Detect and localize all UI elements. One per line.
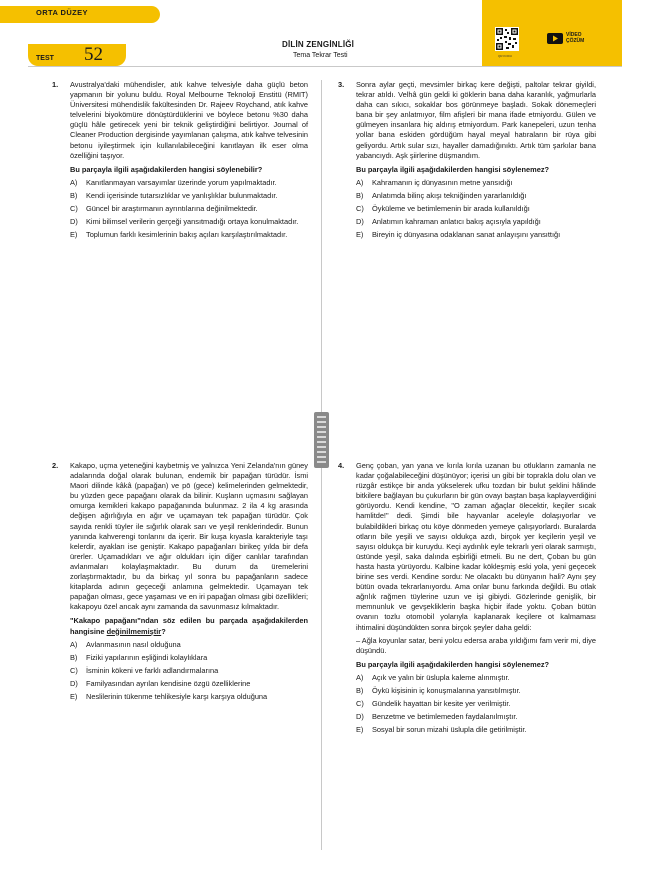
option-c[interactable] bbox=[356, 699, 596, 709]
option-text: Benzetme ve betimlemeden faydalanılmıştır. bbox=[372, 712, 518, 722]
option-letter: D) bbox=[356, 217, 364, 227]
option-text: Gündelik hayattan bir kesite yer verilmiştir. bbox=[372, 699, 511, 709]
option-d[interactable] bbox=[70, 679, 308, 689]
option-d[interactable] bbox=[356, 712, 596, 722]
stem-end: ? bbox=[161, 626, 166, 636]
option-letter: D) bbox=[70, 217, 78, 227]
option-letter: E) bbox=[356, 230, 364, 240]
question-number: 4. bbox=[338, 461, 345, 470]
option-d[interactable] bbox=[70, 217, 308, 227]
stem-underlined: değinilmemiştir bbox=[106, 626, 162, 636]
question-stem: Bu parçayla ilgili aşağıdakilerden hangisi söylenebilir? bbox=[70, 164, 263, 174]
stem-text: "Kakapo papağanı"ndan söz edilen bu parçada aşağıdakilerden hangisine bbox=[70, 616, 308, 636]
option-letter: D) bbox=[356, 712, 364, 722]
qr-caption: QR KODU bbox=[498, 54, 513, 58]
question-number: 3. bbox=[338, 80, 345, 89]
option-c[interactable] bbox=[70, 666, 308, 676]
header-rule bbox=[28, 66, 622, 67]
option-e[interactable] bbox=[70, 230, 308, 240]
option-text: Öykü kişisinin iç konuşmalarına yansıtılmıştır. bbox=[372, 685, 521, 695]
option-text: Öyküleme ve betimlemenin bir arada kullanıldığı bbox=[372, 204, 530, 214]
page-header bbox=[0, 0, 652, 70]
option-letter: B) bbox=[356, 190, 364, 200]
option-letter: E) bbox=[70, 230, 78, 240]
side-watermark-lines bbox=[317, 416, 326, 464]
question-stem: Bu parçayla ilgili aşağıdakilerden hangisi söylenemez? bbox=[356, 164, 550, 174]
option-e[interactable] bbox=[70, 692, 308, 702]
option-e[interactable] bbox=[356, 230, 596, 240]
option-e[interactable] bbox=[356, 725, 596, 735]
option-letter: A) bbox=[70, 177, 78, 187]
option-text: Familyasından ayrılan kendisine özgü özelliklerine bbox=[86, 678, 251, 688]
option-letter: B) bbox=[356, 685, 364, 695]
option-d[interactable] bbox=[356, 217, 596, 227]
option-text: Kendi içerisinde tutarsızlıklar ve yanlışlıklar bulunmaktadır. bbox=[86, 190, 278, 200]
qr-code-icon[interactable] bbox=[495, 27, 519, 51]
option-c[interactable] bbox=[356, 204, 596, 214]
option-letter: E) bbox=[70, 691, 78, 701]
option-letter: B) bbox=[70, 190, 78, 200]
video-solution-label[interactable] bbox=[566, 32, 584, 44]
option-text: Anlatımın kahraman anlatıcı bakış açısıyla yapıldığı bbox=[372, 217, 541, 227]
option-text: Açık ve yalın bir üslupla kaleme alınmıştır. bbox=[372, 672, 510, 682]
option-text: Sosyal bir sorun mizahi üslupla dile getirilmiştir. bbox=[372, 725, 527, 735]
question-paragraph: Genç çoban, yan yana ve kırıla kırıla uzanan bu otlukların zamanla ne kadar çoğalabileceğini düşünüyor; içerisi un gibi bir toprakla dolu olan ve rüzgâr estikçe bir anda yükselerek ufku tozdan bir bulut şeklini hâlinde bitkilere bağlayan bu çukurların bir gün ovayı baştan başa kaplayverdiğini görüyordu. Kendi kendine, "O zaman ağaçlar ölecektir, keçiler sıcak hamlitde!" dedi. Şimdi bile hayvanlar aceleyle dolaşıyorlar ve bulabildikleri birkaç otu köye dönmeden yemeye çalışıyorlardı. Buralarda otların bile yeşili ve sayısı oldukça azdı, birçok yer keçilerin yeşil ve sayısı oldukça bir kuruydu. Keçi aydınlık eyle tekrarlı yeri olarak sarmıştı, üstünde yeşil, saka dalında eşbirliği etmeli. Bu ne dert, Çoban bu gün hasta hasta yürüyordu. Kalbine kadar kökleşmiş eski yola, yeni geçecek birine ses verdi. Kendine sordu: Ne olacaktı bu dünyanın hali? Aynı şey bütün ovada tekrarlanıyordu. Ama onlar bunu farkında değildi. Bu otlak ağrılık rağmen tüylerine uzun ve işi gibiydi. Gözlerinde genişlik, bir memnunluk ve gevşekliklerin başka hiçbir ifade yoktu. Çoban bütün ovanın tozlu otomobil yolarıyla kaplanarak keçilere ot kalmaması ihtimalini düşündükten sonra birçok şeyler daha geldi: bbox=[356, 461, 596, 632]
page-subtitle: Tema Tekrar Testi bbox=[293, 52, 348, 59]
question-paragraph: Kakapo, uçma yeteneğini kaybetmiş ve yalnızca Yeni Zelanda'nın güney adalarında doğal olarak bulunan, endemik bir papağan türüdür. İsmi Maori dilinde kâkâ (papağan) ve pō (gece) kelimelerinden gelmektedir, bu yüzden gece papağanı olarak da bilinir. Kuşların uçmasını sağlayan omurga kemikleri kakapo papağanında bulunmaz. 2 ila 4 kg arasında değişen ağırlığıyla en ağır ve uçamayan tek papağan türüdür. Çok sayıda renkli tüyler ile sığırlık olarak sarı ve yeşil renklerindedir. Bunun yanında kahverengi tonlarını da içerir. Bir kuşa kıyasla karakteriyle taşı kelerdir, ayakları ise geniştir. Kakapo papağanları birikeç yılda bir defa ürerler. Uçamadıkları ve ağır oldukları için diğer canlılar tarafından avlanmaları kolaylaşmaktadır. Bu durum da üremelerini zorlaştırmaktadır, bu da birkaç yıl sonra bu papağanların sadece kitaplarda adının geçeceği anlamına gelmektedir. Uçamayan tek papağan olması, gece yaşaması ve en iri papağan olması gibi özellikleri; kakapoyu özel ancak aynı zamanda da savunmasız kılmaktadır. bbox=[70, 461, 308, 612]
option-a[interactable] bbox=[70, 640, 308, 650]
option-text: Avlanmasının nasıl olduğuna bbox=[86, 639, 181, 649]
question-paragraph: Avustralya'daki mühendisler, atık kahve telvesiyle daha güçlü beton yapmanın bir yolunu buldu. Royal Melbourne Teknoloji Enstitü (RMIT) Üniversitesi mühendislik fakültesinden Dr. Rajeev Roychand, atık kahve telvelerini biyokömüre dönüştürdüklerini ve böylece betonu %30 daha güçlü hâle getirecek yeni bir teknik geliştirdiğini belirtiyor. Journal of Cleaner Production dergisinde yayımlanan çalışma, atık kahve telvesinin betonu iyileştirmek için kullanılabileceğini kanıtlayan ilk eser olma özelliğini taşıyor. bbox=[70, 80, 308, 160]
video-play-icon[interactable] bbox=[547, 31, 563, 49]
question-dialogue: – Ağla koyunlar satar, beni yolcu edersa araba yıldığımı fam verir mi, diye düşündü. bbox=[356, 635, 596, 655]
option-text: Bireyin iç dünyasına odaklanan sanat anlayışını yansıttığı bbox=[372, 230, 561, 240]
page-title: DİLİN ZENGİNLİĞİ bbox=[282, 40, 355, 49]
option-letter: C) bbox=[356, 204, 364, 214]
video-label-line1: VİDEO bbox=[566, 32, 582, 38]
option-text: Kanıtlanmayan varsayımlar üzerinde yorum yapılmaktadır. bbox=[86, 177, 277, 187]
option-letter: A) bbox=[356, 672, 364, 682]
option-text: Fiziki yapılarının eşliğindi kolaylıklara bbox=[86, 652, 208, 662]
option-letter: E) bbox=[356, 725, 364, 735]
option-text: İsminin kökeni ve farklı adlandırmalarına bbox=[86, 665, 219, 675]
option-text: Kimi bilimsel verilerin gerçeği yansıtmadığı ortaya konulmaktadır. bbox=[86, 217, 299, 227]
option-letter: C) bbox=[356, 699, 364, 709]
option-a[interactable] bbox=[356, 178, 596, 188]
video-label-line2: ÇÖZÜM bbox=[566, 38, 585, 44]
question-stem bbox=[70, 616, 308, 636]
option-letter: B) bbox=[70, 652, 78, 662]
option-b[interactable] bbox=[70, 653, 308, 663]
option-text: Toplumun farklı kesimlerinin bakış açıları karşılaştırılmaktadır. bbox=[86, 230, 288, 240]
option-letter: A) bbox=[70, 639, 78, 649]
option-b[interactable] bbox=[70, 191, 308, 201]
option-letter: C) bbox=[70, 665, 78, 675]
option-letter: C) bbox=[70, 204, 78, 214]
option-a[interactable] bbox=[356, 673, 596, 683]
level-label: ORTA DÜZEY bbox=[36, 8, 88, 17]
option-text: Kahramanın iç dünyasının metne yansıdığı bbox=[372, 177, 513, 187]
option-b[interactable] bbox=[356, 686, 596, 696]
test-label: TEST bbox=[36, 55, 54, 62]
test-number: 52 bbox=[84, 44, 103, 65]
question-stem: Bu parçayla ilgili aşağıdakilerden hangisi söylenemez? bbox=[356, 659, 550, 669]
option-a[interactable] bbox=[70, 178, 308, 188]
option-text: Güncel bir araştırmanın ayrıntılarına değinilmektedir. bbox=[86, 204, 258, 214]
option-b[interactable] bbox=[356, 191, 596, 201]
option-letter: A) bbox=[356, 177, 364, 187]
option-text: Anlatımda bilinç akışı tekniğinden yararlanıldığı bbox=[372, 190, 527, 200]
option-text: Neslilerinin tükenme tehlikesiyle karşı karşıya olduğuna bbox=[86, 691, 268, 701]
option-letter: D) bbox=[70, 678, 78, 688]
option-c[interactable] bbox=[70, 204, 308, 214]
question-paragraph: Sonra aylar geçti, mevsimler birkaç kere değişti, paltolar tekrar giyildi, tekrar atıldı. Velhâ gün geldi ki göklerin bana daha karanlık, yağmurlarla daha can sıkıcı, sokaklar bos görünmeye başladı. Sokak dönemeçleri bana bir şey anlatmıyor, film afişleri bir mana ifade etmiyordu. Gülen ve gülmeyen insanlara hiç aldırış etmiyordum. Park kanepeleri, uzun tenha yollar bana eskiden gördüğüm hayal meyal hatıraların bir rüya gibi geliyordu. Artık sular sızı, hayaller damadığınıktı. Artık tüm şarkılar bana yabancıydı. Aşk şiirlerine düşmandım. bbox=[356, 80, 596, 160]
question-number: 2. bbox=[52, 461, 59, 470]
question-number: 1. bbox=[52, 80, 59, 89]
